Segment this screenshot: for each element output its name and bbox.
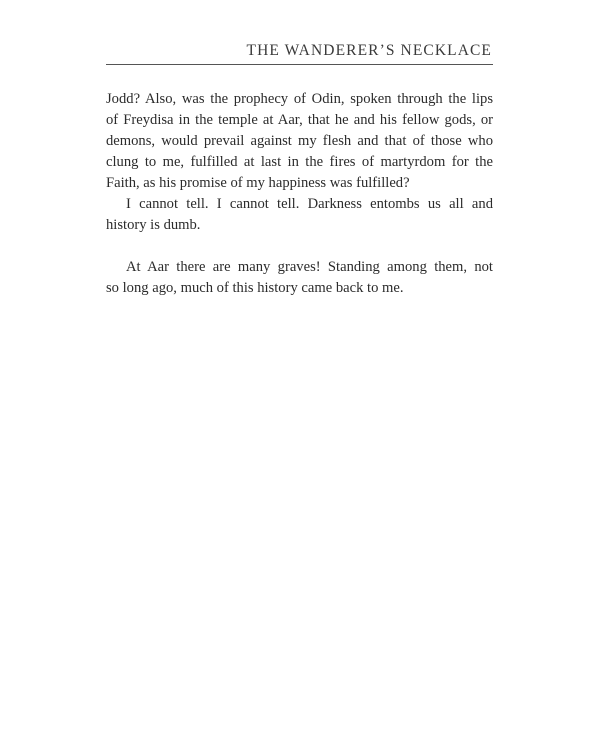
- body-text: [106, 89, 493, 299]
- header-rule: [106, 64, 493, 65]
- running-head: THE WANDERER’S NECKLACE: [246, 42, 492, 59]
- text-line: Faith, as his promise of my happiness was fulfilled?: [106, 175, 410, 191]
- paragraph-1: [106, 89, 493, 194]
- text-line: I cannot tell. I cannot tell. Darkness entombs us all and: [126, 196, 493, 212]
- paragraph-2: [106, 194, 493, 236]
- text-line: clung to me, fulfilled at last in the fires of martyrdom for the: [106, 154, 493, 170]
- text-line: Jodd? Also, was the prophecy of Odin, spoken through the lips: [106, 91, 493, 107]
- text-line: so long ago, much of this history came back to me.: [106, 280, 404, 296]
- text-line: At Aar there are many graves! Standing among them, not: [126, 259, 493, 275]
- paragraph-3: [106, 257, 493, 299]
- paragraph-spacer: [106, 236, 493, 257]
- text-line: of Freydisa in the temple at Aar, that he and his fellow gods, or: [106, 112, 493, 128]
- text-line: history is dumb.: [106, 217, 201, 233]
- text-line: demons, would prevail against my flesh and that of those who: [106, 133, 493, 149]
